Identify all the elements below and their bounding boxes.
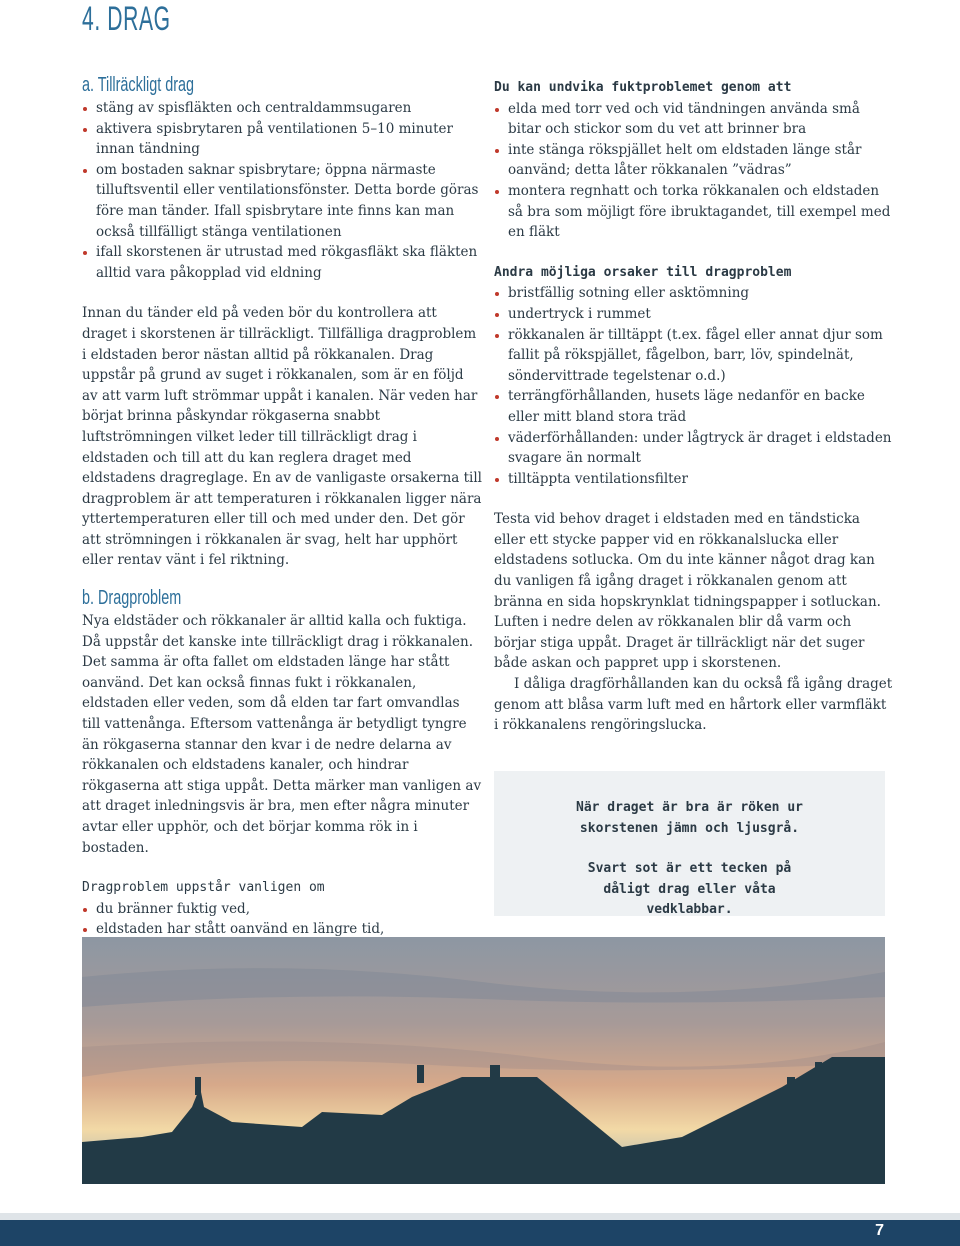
section-b-heading: b. Dragproblem	[82, 587, 182, 610]
list-item: stäng av spisfläkten och centraldammsugaren	[82, 98, 482, 119]
list-item: aktivera spisbrytaren på ventilationen 5–10 minuter innan tändning	[82, 119, 482, 160]
callout-line-2: Svart sot är ett tecken på dåligt drag eller våta vedklabbar.	[587, 861, 792, 918]
section-a-paragraph: Innan du tänder eld på veden bör du kontrollera att draget i skorstenen är tillräckligt. Tillfälliga dragproblem i eldstaden beror nästan alltid på rökkanalen. Drag uppstår på grund av suget i rökkanalen, som är en följd av att varm luft strömmar uppåt i kanalen. När veden har börjat brinna påskyndar rökgaserna snabbt luftströmningen vilket leder till tillräckligt drag i eldstaden och till att du kan reglera draget med eldstadens dragreglage. En av de vanligaste orsakerna till dragproblem är att temperaturen i rökkanalen ligger nära yttertemperaturen eller till och med under den. Det gör att strömningen i rökkanalen är svag, helt har upphört eller rentav vänt i fel riktning.	[82, 305, 482, 569]
list-item: ifall skorstenen är utrustad med rökgasfläkt ska fläkten alltid vara påkopplad vid eldning	[82, 242, 482, 283]
causes-heading: Andra möjliga orsaker till dragproblem	[494, 264, 792, 280]
list-item: elda med torr ved och vid tändningen använda små bitar och stickor som du vet att brinner bra	[494, 99, 894, 140]
footer-bar	[0, 1220, 960, 1246]
dragproblem-list-heading: Dragproblem uppstår vanligen om	[82, 880, 325, 896]
section-a-bullets	[82, 98, 482, 283]
list-item: tilltäppta ventilationsfilter	[494, 469, 894, 490]
moisture-list	[494, 99, 894, 243]
list-item: eldstaden har stått oanvänd en längre tid,	[82, 919, 482, 940]
moisture-heading: Du kan undvika fuktproblemet genom att	[494, 80, 792, 95]
footer-band	[0, 1213, 960, 1220]
sunset-rooftops-photo	[82, 937, 885, 1184]
list-item: inte stänga rökspjället helt om eldstaden länge står oanvänd; detta låter rökkanalen ”vädras”	[494, 140, 894, 181]
bad-conditions-paragraph: I dåliga dragförhållanden kan du också få igång draget genom att blåsa varm luft med en hårtork eller varmfläkt i rökkanalens rengöringslucka.	[494, 676, 893, 734]
callout-line-1: När draget är bra är röken ur skorstenen jämn och ljusgrå.	[576, 800, 803, 836]
chapter-title: 4. DRAG	[82, 0, 171, 38]
section-a-heading: a. Tillräckligt drag	[82, 74, 195, 96]
callout-box	[494, 771, 885, 916]
list-item: undertryck i rummet	[494, 304, 894, 325]
section-b-paragraph: Nya eldstäder och rökkanaler är alltid kalla och fuktiga. Då uppstår det kanske inte tillräckligt drag i rökkanalen. Det samma är ofta fallet om eldstaden länge har stått oanvänd. Det kan också finnas fukt i rökkanalen, eldstaden eller veden, som då elden tar fart omvandlas till vattenånga. Eftersom vattenånga är betydligt tyngre än rökgaserna stannar den kvar i de nedre delarna av rökkanalen och eldstadens kanaler, och hindrar rökgaserna att stiga uppåt. Detta märker man vanligen av att draget inledningsvis är bra, men efter några minuter avtar eller upphör, och det börjar komma rök in i bostaden.	[82, 613, 482, 856]
list-item: om bostaden saknar spisbrytare; öppna närmaste tilluftsventil eller ventilationsfönster. Detta borde göras före man tänder. Ifall spisbrytare inte finns kan man också tillfälligt stänga ventilationen	[82, 160, 482, 242]
causes-list	[494, 283, 894, 489]
right-column	[494, 78, 894, 736]
left-column	[82, 72, 482, 981]
test-paragraph: Testa vid behov draget i eldstaden med en tändsticka eller ett stycke papper vid en rökkanalslucka eller eldstadens sotlucka. Om du inte känner något drag kan du vanligen få igång draget i rökkanalen genom att bränna en sida hopskrynklat tidningspapper i sotluckan. Luften i nedre delen av rökkanalen blir då varm och börjar stiga uppåt. Draget är tillräckligt när det suger både askan och pappret upp i skorstenen.	[494, 511, 881, 672]
list-item: väderförhållanden: under lågtryck är draget i eldstaden svagare än normalt	[494, 428, 894, 469]
list-item: terrängförhållanden, husets läge nedanför en backe eller mitt bland stora träd	[494, 386, 894, 427]
list-item: rökkanalen är tilltäppt (t.ex. fågel eller annat djur som fallit på rökspjället, fågelbon, barr, löv, spindelnät, söndervittrade tegelstenar o.d.)	[494, 325, 894, 387]
page-number: 7	[875, 1222, 884, 1239]
list-item: du bränner fuktig ved,	[82, 899, 482, 920]
list-item: montera regnhatt och torka rökkanalen och eldstaden så bra som möjligt före ibruktagandet, till exempel med en fläkt	[494, 181, 894, 243]
list-item: bristfällig sotning eller asktömning	[494, 283, 894, 304]
